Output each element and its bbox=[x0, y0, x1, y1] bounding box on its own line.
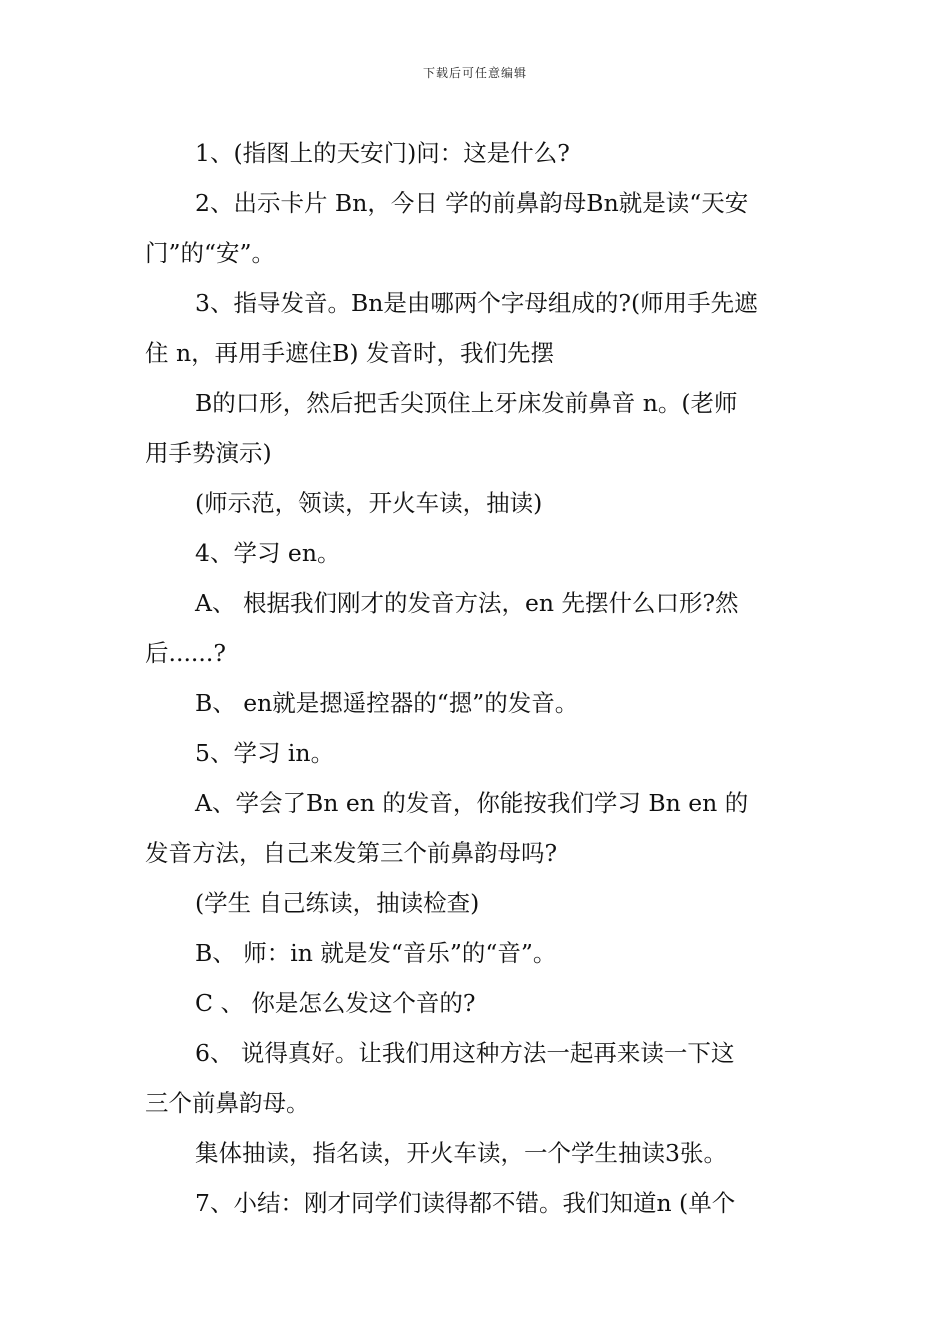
paragraph-line-14: A、学会了Bn en 的发音，你能按我们学习 Bn en 的 bbox=[195, 789, 749, 817]
paragraph-line-12: B、 en就是摁遥控器的“摁”的发音。 bbox=[195, 689, 579, 717]
paragraph-line-6: B的口形，然后把舌尖顶住上牙床发前鼻音 n。(老师 bbox=[195, 389, 738, 417]
paragraph-line-10: A、 根据我们刚才的发音方法，en 先摆什么口形?然 bbox=[195, 589, 739, 617]
paragraph-line-17: B、 师：in 就是发“音乐”的“音”。 bbox=[195, 939, 557, 967]
paragraph-line-2: 2、出示卡片 Bn，今日 学的前鼻韵母Bn就是读“天安 bbox=[195, 189, 749, 217]
paragraph-line-21: 集体抽读，指名读，开火车读，一个学生抽读3张。 bbox=[195, 1139, 727, 1167]
paragraph-line-19: 6、 说得真好。让我们用这种方法一起再来读一下这 bbox=[195, 1039, 735, 1067]
paragraph-line-1: 1、(指图上的天安门)问：这是什么? bbox=[195, 139, 570, 167]
paragraph-line-4: 3、指导发音。Bn是由哪两个字母组成的?(师用手先遮 bbox=[195, 289, 758, 317]
paragraph-line-16: (学生 自己练读，抽读检查) bbox=[195, 889, 480, 917]
paragraph-line-18: C 、 你是怎么发这个音的? bbox=[195, 989, 476, 1017]
paragraph-line-20: 三个前鼻韵母。 bbox=[145, 1089, 310, 1117]
paragraph-line-13: 5、学习 in。 bbox=[195, 739, 335, 767]
page-header: 下载后可任意编辑 bbox=[422, 66, 527, 80]
paragraph-line-3: 门”的“安”。 bbox=[145, 239, 276, 267]
paragraph-line-15: 发音方法，自己来发第三个前鼻韵母吗? bbox=[145, 839, 558, 867]
paragraph-line-9: 4、学习 en。 bbox=[195, 539, 341, 567]
lesson-body bbox=[145, 128, 810, 1228]
paragraph-line-8: (师示范，领读，开火车读，抽读) bbox=[195, 489, 543, 517]
paragraph-line-11: 后......? bbox=[145, 639, 226, 667]
paragraph-line-22: 7、小结：刚才同学们读得都不错。我们知道n (单个 bbox=[195, 1189, 736, 1217]
paragraph-line-5: 住 n，再用手遮住B) 发音时，我们先摆 bbox=[145, 339, 555, 367]
paragraph-line-7: 用手势演示) bbox=[145, 439, 272, 467]
